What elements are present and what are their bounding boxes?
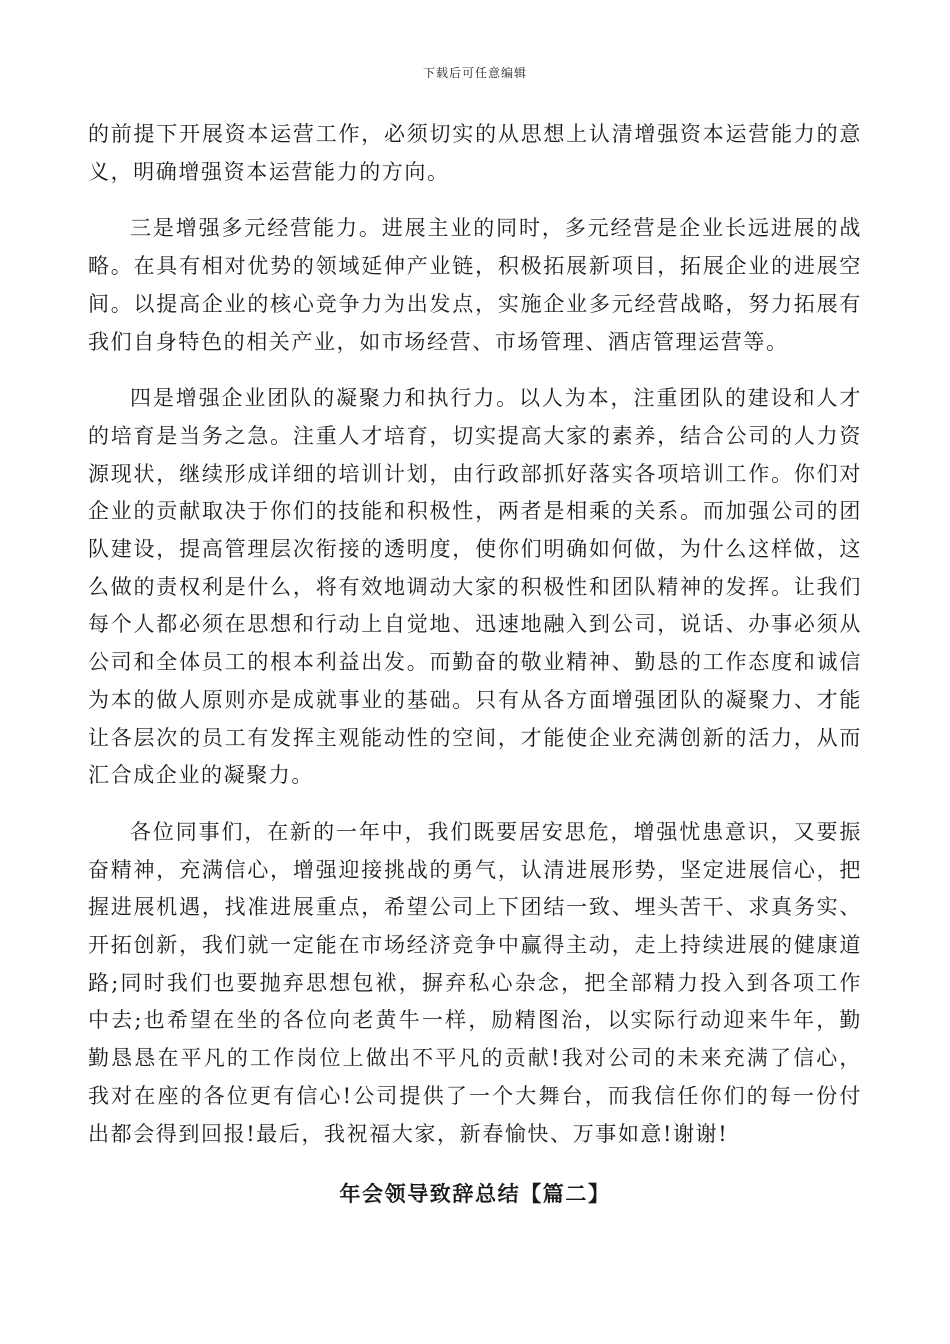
- document-body: [88, 116, 862, 1213]
- paragraph-closing-remarks: 各位同事们，在新的一年中，我们既要居安思危，增强忧患意识，又要振奋精神，充满信心，增强迎接挑战的勇气，认清进展形势，坚定进展信心，把握进展机遇，找准进展重点，希望公司上下团结一致、埋头苦干、求真务实、开拓创新，我们就一定能在市场经济竞争中赢得主动，走上持续进展的健康道路;同时我们也要抛弃思想包袱，摒弃私心杂念，把全部精力投入到各项工作中去;也希望在坐的各位向老黄牛一样，励精图治，以实际行动迎来牛年，勤勤恳恳在平凡的工作岗位上做出不平凡的贡献!我对公司的未来充满了信心，我对在座的各位更有信心!公司提供了一个大舞台，而我信任你们的每一份付出都会得到回报!最后，我祝福大家，新春愉快、万事如意!谢谢!: [88, 819, 862, 1146]
- paragraph-diversified-operations: 三是增强多元经营能力。进展主业的同时，多元经营是企业长远进展的战略。在具有相对优势的领域延伸产业链，积极拓展新项目，拓展企业的进展空间。以提高企业的核心竞争力为出发点，实施企业多元经营战略，努力拓展有我们自身特色的相关产业，如市场经营、市场管理、酒店管理运营等。: [88, 216, 862, 354]
- paragraph-continuation: 的前提下开展资本运营工作，必须切实的从思想上认清增强资本运营能力的意义，明确增强资本运营能力的方向。: [88, 122, 862, 184]
- page-header: 下载后可任意编辑: [422, 66, 527, 80]
- section-title: 年会领导致辞总结【篇二】: [339, 1181, 611, 1207]
- paragraph-team-cohesion: 四是增强企业团队的凝聚力和执行力。以人为本，注重团队的建设和人才的培育是当务之急。注重人才培育，切实提高大家的素养，结合公司的人力资源现状，继续形成详细的培训计划，由行政部抓好落实各项培训工作。你们对企业的贡献取决于你们的技能和积极性，两者是相乘的关系。而加强公司的团队建设，提高管理层次衔接的透明度，使你们明确如何做，为什么这样做，这么做的责权利是什么，将有效地调动大家的积极性和团队精神的发挥。让我们每个人都必须在思想和行动上自觉地、迅速地融入到公司，说话、办事必须从公司和全体员工的根本利益出发。而勤奋的敬业精神、勤恳的工作态度和诚信为本的做人原则亦是成就事业的基础。只有从各方面增强团队的凝聚力、才能让各层次的员工有发挥主观能动性的空间，才能使企业充满创新的活力，从而汇合成企业的凝聚力。: [88, 386, 862, 788]
